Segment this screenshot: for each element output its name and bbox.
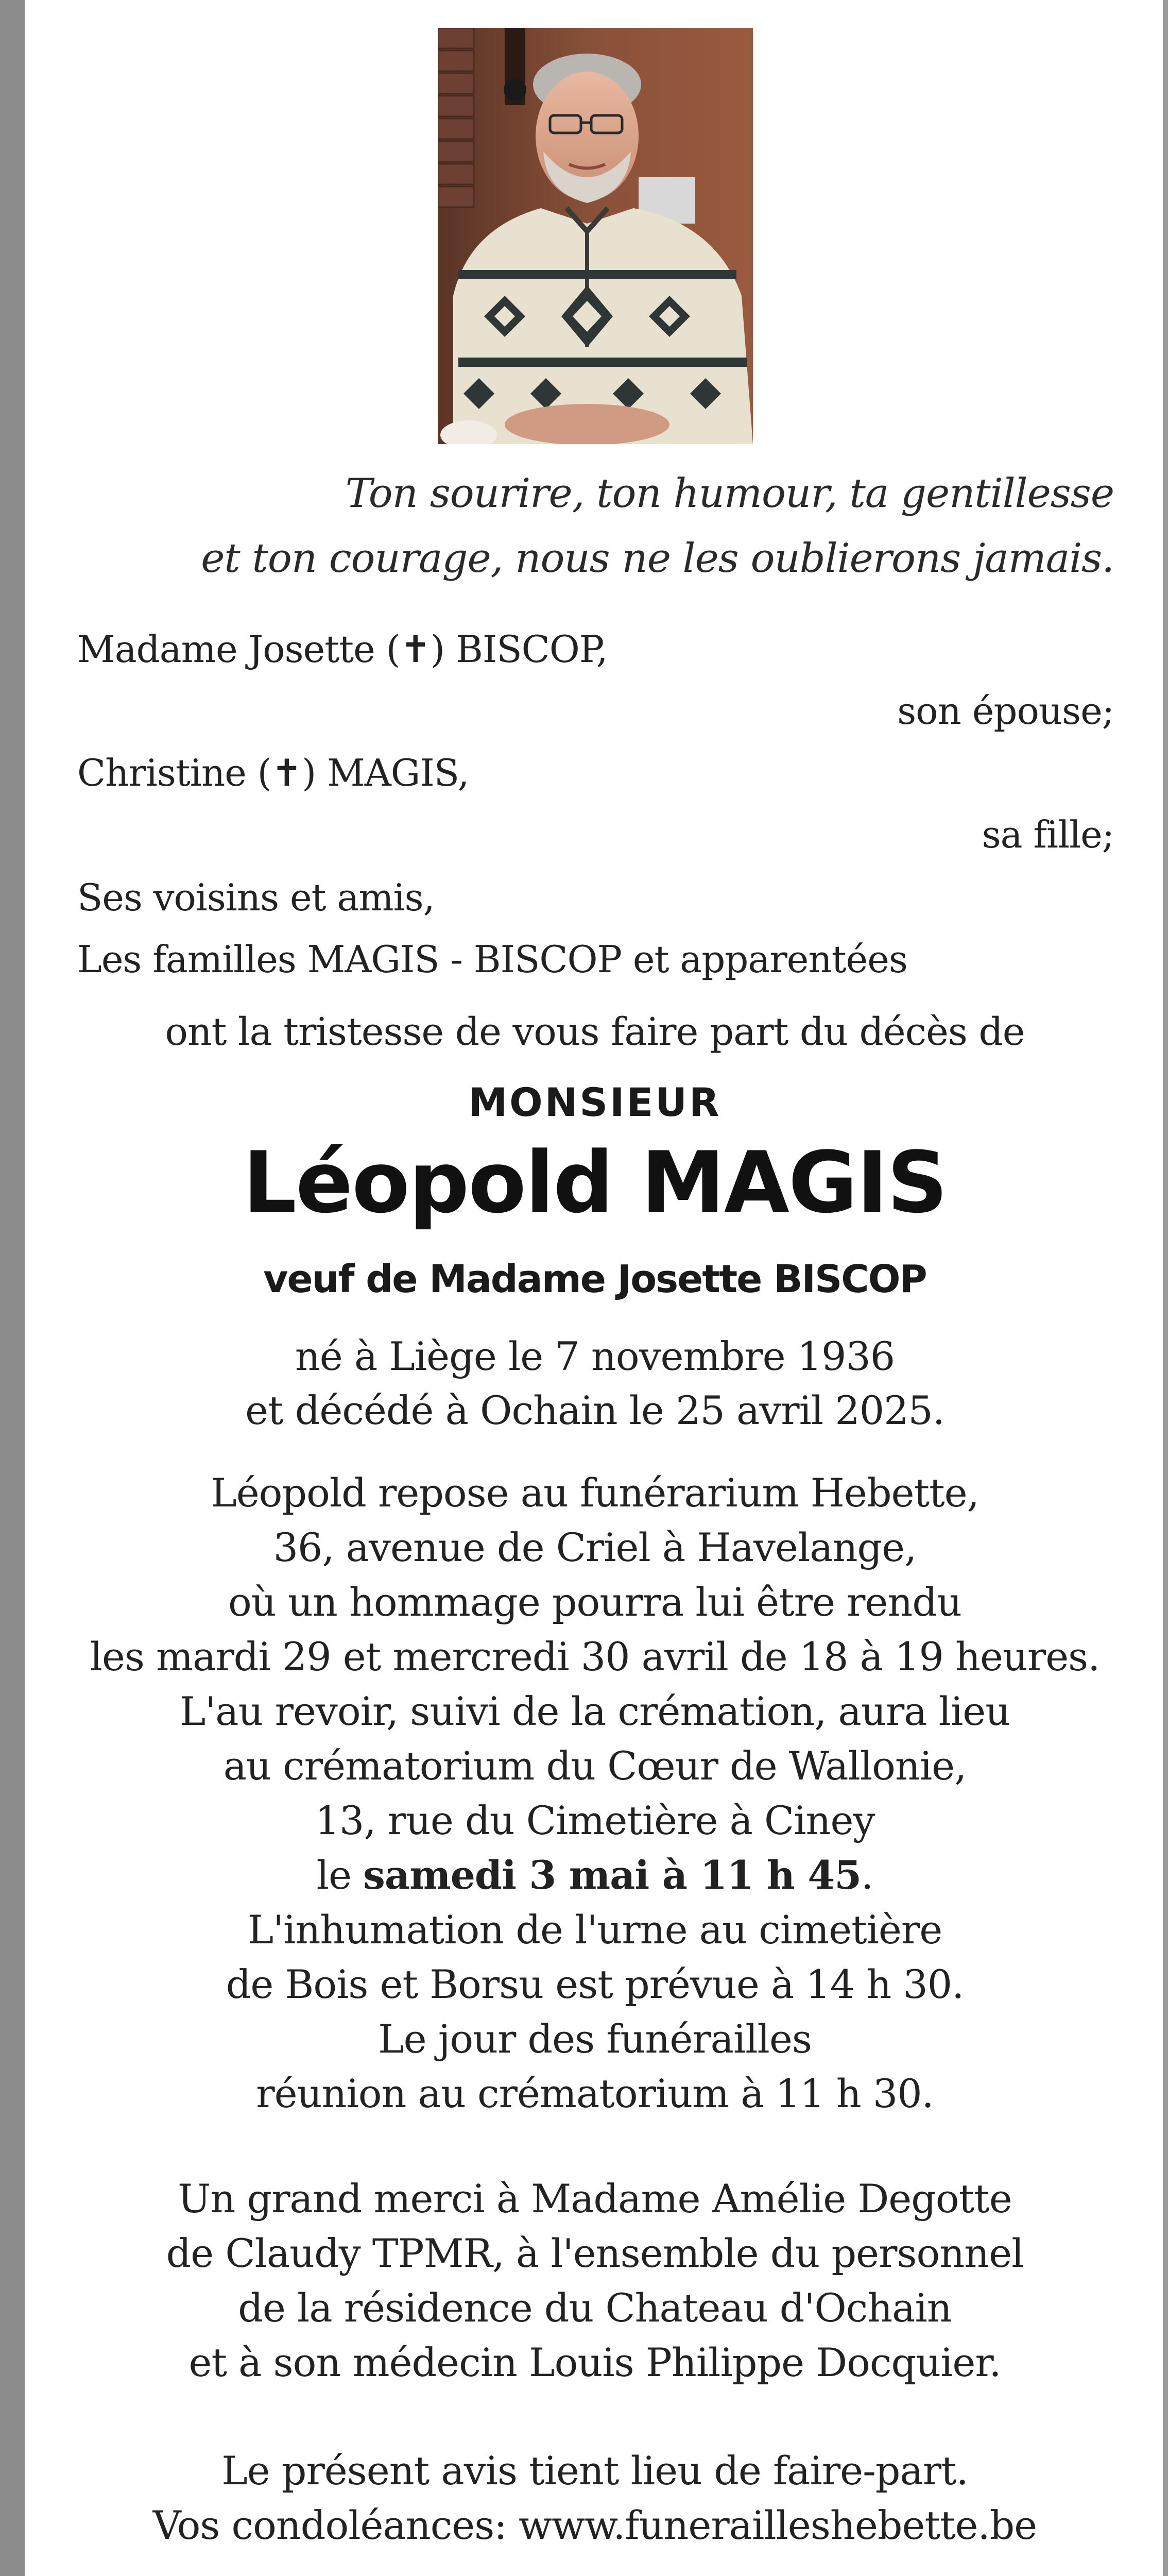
right-border: [1163, 0, 1168, 2576]
arrangement-line-11: Le jour des funérailles: [378, 2016, 812, 2062]
daughter-name: Christine (✝) MAGIS,: [77, 751, 469, 794]
quote-line-2: et ton courage, nous ne les oublierons jamais.: [201, 535, 1114, 582]
ceremony-suffix: .: [861, 1852, 873, 1898]
spouse-name: Madame Josette (✝) BISCOP,: [77, 628, 608, 671]
quote-line-1: Ton sourire, ton humour, ta gentillesse: [345, 470, 1114, 517]
condolences-link[interactable]: Vos condoléances: www.funerailleshebette.be: [152, 2502, 1037, 2548]
arrangement-line-7: 13, rue du Cimetière à Ciney: [315, 1798, 875, 1843]
arrangement-line-10: de Bois et Borsu est prévue à 14 h 30.: [226, 1961, 964, 2007]
arrangement-line-6: au crématorium du Cœur de Wallonie,: [223, 1743, 967, 1789]
families-line: Les familles MAGIS - BISCOP et apparentées: [77, 938, 907, 981]
daughter-role: sa fille;: [982, 813, 1114, 856]
title-monsieur: MONSIEUR: [468, 1079, 722, 1125]
ceremony-date: samedi 3 mai à 11 h 45: [363, 1852, 862, 1898]
spouse-role: son épouse;: [897, 689, 1114, 733]
closing-line-1: Le présent avis tient lieu de faire-part.: [221, 2448, 968, 2494]
thanks-line-3: de la résidence du Chateau d'Ochain: [238, 2285, 952, 2331]
arrangement-line-12: réunion au crématorium à 11 h 30.: [256, 2071, 934, 2116]
thanks-line-2: de Claudy TPMR, à l'ensemble du personnel: [166, 2230, 1024, 2276]
announcement-intro: ont la tristesse de vous faire part du décès de: [165, 1010, 1025, 1054]
widow-line: veuf de Madame Josette BISCOP: [263, 1257, 926, 1301]
arrangement-line-4: les mardi 29 et mercredi 30 avril de 18 à 19 heures.: [90, 1634, 1100, 1680]
thanks-line-4: et à son médecin Louis Philippe Docquier.: [188, 2340, 1001, 2385]
arrangement-line-9: L'inhumation de l'urne au cimetière: [247, 1907, 942, 1953]
thanks-line-1: Un grand merci à Madame Amélie Degotte: [178, 2176, 1012, 2222]
portrait-illustration: [438, 28, 753, 444]
arrangement-line-3: où un hommage pourra lui être rendu: [228, 1579, 961, 1625]
arrangement-line-2: 36, avenue de Criel à Havelange,: [273, 1524, 917, 1570]
portrait-photo: [438, 28, 753, 444]
arrangement-line-5: L'au revoir, suivi de la crémation, aura lieu: [179, 1688, 1010, 1734]
arrangement-line-1: Léopold repose au funérarium Hebette,: [211, 1470, 979, 1516]
ceremony-prefix: le: [316, 1852, 364, 1898]
birth-line: né à Liège le 7 novembre 1936: [295, 1333, 895, 1379]
neighbors-line: Ses voisins et amis,: [77, 876, 435, 919]
epitaph-quote: [77, 461, 1114, 595]
death-line: et décédé à Ochain le 25 avril 2025.: [245, 1387, 944, 1433]
ceremony-date-line: [51, 1848, 1138, 1903]
deceased-name: Léopold MAGIS: [243, 1133, 947, 1232]
left-border: [0, 0, 25, 2576]
